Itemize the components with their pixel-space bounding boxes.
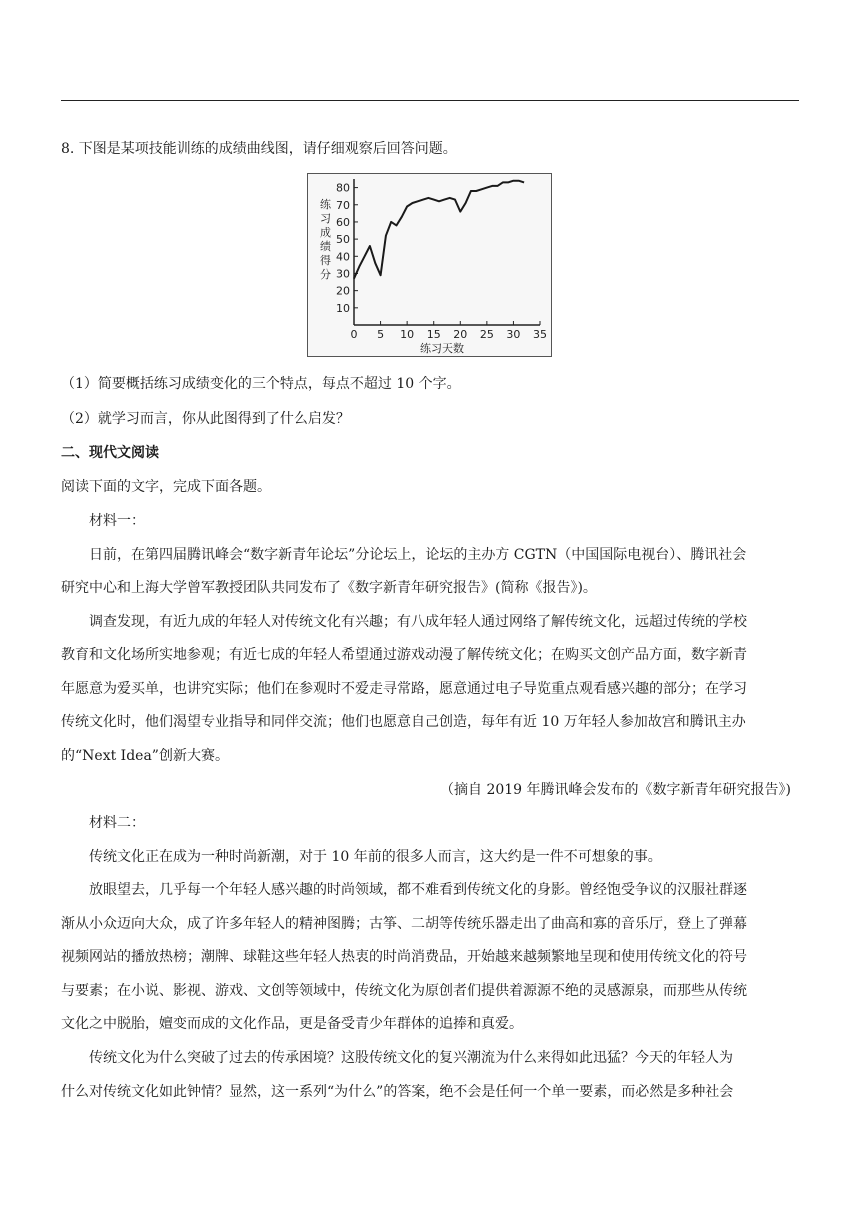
y-tick-label: 40 <box>336 250 350 264</box>
sub-question-1: （1）简要概括练习成绩变化的三个特点，每点不超过 10 个字。 <box>61 376 461 392</box>
material2-p2-line5: 文化之中脱胎，嬗变而成的文化作品，更是备受青少年群体的追捧和真爱。 <box>61 1016 523 1032</box>
material2-p1: 传统文化正在成为一种时尚新潮，对于 10 年前的很多人而言，这大约是一件不可想象的事。 <box>89 849 662 865</box>
x-tick-label: 35 <box>533 328 547 341</box>
y-tick-label: 10 <box>336 301 350 315</box>
y-axis-label-char: 成 <box>320 226 331 239</box>
x-tick-label: 30 <box>506 328 521 341</box>
material1-p2-line4: 传统文化时，他们渴望专业指导和同伴交流；他们也愿意自己创造，每年有近 10 万年轻人参加故宫和腾讯主办 <box>61 714 746 730</box>
x-tick-label: 10 <box>400 328 415 341</box>
x-tick-label: 5 <box>377 328 385 341</box>
question-title: 8. 下图是某项技能训练的成绩曲线图，请仔细观察后回答问题。 <box>61 141 457 157</box>
material2-p2-line2: 渐从小众迈向大众，成了许多年轻人的精神图腾；古筝、二胡等传统乐器走出了曲高和寡的音乐厅，登上了弹幕 <box>61 916 747 932</box>
x-tick-label: 25 <box>479 328 494 341</box>
y-axis-label-char: 习 <box>320 212 331 225</box>
material1-p2-line2: 教育和文化场所实地参观；有近七成的年轻人希望通过游戏动漫了解传统文化；在购买文创产品方面，数字新青 <box>61 647 747 663</box>
material1-p1-line1: 日前，在第四届腾讯峰会“数字新青年论坛”分论坛上，论坛的主办方 CGTN（中国国际电视台）、腾讯社会 <box>89 547 747 563</box>
series-line <box>354 181 524 279</box>
y-axis-label <box>320 198 332 281</box>
material2-p3-line2: 什么对传统文化如此钟情？显然，这一系列“为什么”的答案，绝不会是任何一个单一要素，而必然是多种社会 <box>61 1084 734 1100</box>
x-tick-label: 0 <box>350 328 358 341</box>
material2-p2-line1: 放眼望去，几乎每一个年轻人感兴趣的时尚领域，都不难看到传统文化的身影。曾经饱受争议的汉服社群逐 <box>89 882 747 898</box>
material2-label: 材料二： <box>89 815 145 831</box>
material1-label: 材料一： <box>89 513 145 529</box>
y-axis-label-char: 练 <box>320 198 331 211</box>
material1-p2-line5: 的“Next Idea”创新大赛。 <box>61 748 229 764</box>
material1-source: （摘自 2019 年腾讯峰会发布的《数字新青年研究报告》) <box>440 782 791 798</box>
y-tick-label: 80 <box>336 181 350 195</box>
material2-p2-line3: 视频网站的播放热榜；潮牌、球鞋这些年轻人热衷的时尚消费品，开始越来越频繁地呈现和使用传统文化的符号 <box>61 949 747 965</box>
y-axis-label-char: 绩 <box>320 240 331 253</box>
x-tick-label: 20 <box>453 328 468 341</box>
y-tick-label: 60 <box>336 215 350 229</box>
y-tick-label: 20 <box>336 284 350 298</box>
material2-p2-line4: 与要素；在小说、影视、游戏、文创等领域中，传统文化为原创者们提供着源源不绝的灵感源泉，而那些从传统 <box>61 983 747 999</box>
section-title: 二、现代文阅读 <box>61 445 159 461</box>
y-tick-label: 50 <box>336 233 350 247</box>
y-tick-label: 30 <box>336 267 350 281</box>
y-axis-label-char: 分 <box>320 268 331 281</box>
y-tick-label: 70 <box>336 198 350 212</box>
material1-p2-line3: 年愿意为爱买单，也讲究实际；他们在参观时不爱走寻常路，愿意通过电子导览重点观看感兴趣的部分；在学习 <box>61 681 747 697</box>
y-axis-label-char: 得 <box>320 254 331 267</box>
chart-svg <box>308 174 553 358</box>
material1-p2-line1: 调查发现，有近九成的年轻人对传统文化有兴趣；有八成年轻人通过网络了解传统文化，远超过传统的学校 <box>89 614 747 630</box>
x-axis-label: 练习天数 <box>420 342 464 355</box>
section-intro: 阅读下面的文字，完成下面各题。 <box>61 479 271 495</box>
score-curve-chart <box>307 173 552 357</box>
material1-p1-line2: 研究中心和上海大学曾军教授团队共同发布了《数字新青年研究报告》(简称《报告》)。 <box>61 580 597 596</box>
header-rule <box>61 100 799 101</box>
material2-p3-line1: 传统文化为什么突破了过去的传承困境？这股传统文化的复兴潮流为什么来得如此迅猛？今天的年轻人为 <box>89 1050 733 1066</box>
x-tick-label: 15 <box>426 328 441 341</box>
sub-question-2: （2）就学习而言，你从此图得到了什么启发？ <box>61 411 350 427</box>
